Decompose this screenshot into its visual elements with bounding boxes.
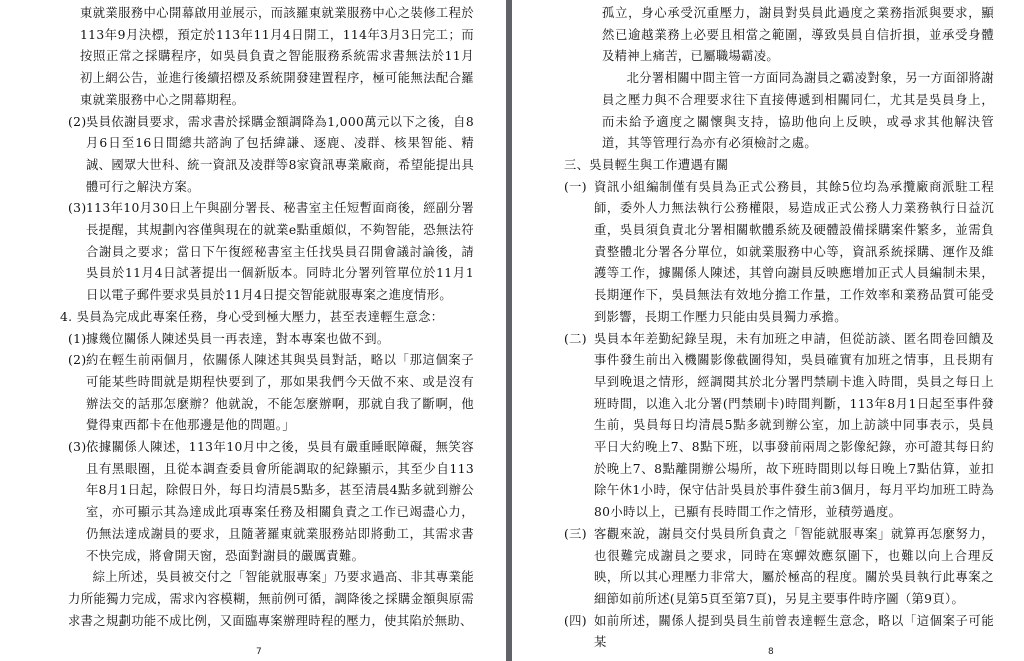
list-marker: (3) bbox=[68, 440, 87, 455]
page-number: 8 bbox=[768, 647, 774, 657]
list-item bbox=[564, 524, 994, 611]
page-number: 7 bbox=[256, 647, 262, 657]
continued-paragraph: 東就業服務中心開幕啟用並展示，而該羅東就業服務中心之裝修工程於113年9月決標，預定於113年11月4日開工，114年3月3日完工；而按照正常之採購程序，如吳員負責之智能服務系統需求書無法於11月初上網公告，並進行後續招標及系統開發建置程序，極可能無法配合羅東就業服務中心之開幕期程。 bbox=[80, 6, 474, 107]
list-item bbox=[68, 112, 474, 199]
summary-paragraph: 綜上所述，吳員被交付之「智能就服專案」乃要求過高、非其專業能力所能獨力完成，需求內容模糊，無前例可循，調降後之採購金額與原需求書之規劃功能不成比例，又面臨專案辦理時程的壓力，使其陷於無助、 bbox=[68, 570, 474, 628]
list-item bbox=[564, 329, 994, 524]
section-heading: 4. 吳員為完成此專案任務，身心受到極大壓力，甚至表達輕生意念： bbox=[60, 309, 444, 324]
list-marker: (2) bbox=[68, 353, 87, 368]
list-marker: (三) bbox=[564, 526, 587, 541]
list-marker: (二) bbox=[564, 331, 587, 346]
paragraph: 北分署相關中間主管一方面同為謝員之霸凌對象，另一方面卻將謝員之壓力與不合理要求往下直接傳遞到相關同仁，尤其是吳員身上，而未給予適度之關懷與支持，協助他向上反映，或尋求其他解決管道，其等管理行為亦有必須檢討之處。 bbox=[602, 71, 994, 151]
list-marker: (1) bbox=[68, 331, 87, 346]
list-item-text: 吳員本年差勤紀錄呈現，未有加班之申請，但從訪談、匿名問卷回饋及事件發生前出入機關影像截圖得知，吳員確實有加班之情事，且長期有早到晚退之情形，經調閱其於北分署門禁刷卡進入時間，吳員之每日上班時間，以進入北分署(門禁刷卡)時間判斷，113年8月1日起至事件發生前，吳員每日均清晨5點多就到辦公室，加上訪談中同事表示，吳員平日大約晚上7、8點下班，以事發前兩周之影像紀錄，亦可證其每日約於晚上7、8點離開辦公場所，故下班時間則以每日晚上7點估算，並扣除午休1小時，保守估計吳員於事件發生前3個月，每月平均加班工時為80小時以上，已顯有長時間工作之情形，並積勞過度。 bbox=[594, 331, 994, 520]
list-item bbox=[564, 611, 994, 654]
list-item-text: 依據關係人陳述，113年10月中之後，吳員有嚴重睡眠障礙，無笑容且有黑眼圈，且從本調查委員會所能調取的紀錄顯示，其至少自113年8月1日起，除假日外，每日均清晨5點多，甚至清晨4點多就到辦公室，亦可顯示其為達成此項專案任務及相關負責之工作已竭盡心力，仍無法達成謝員的要求，且隨著羅東就業服務站即將動工，其需求書不快完成，將會開天窗，恐面對謝員的嚴厲責難。 bbox=[86, 440, 474, 563]
list-item bbox=[68, 329, 474, 351]
section-heading: 三、吳員輕生與工作遭遇有關 bbox=[564, 157, 729, 172]
list-item bbox=[564, 177, 994, 329]
list-marker: (四) bbox=[564, 613, 587, 628]
list-item-text: 吳員依謝員要求，需求書於採購金額調降為1,000萬元以下之後，自8月6日至16日間總共諮詢了包括緯謙、逐鹿、凌群、核果智能、精誠、國眾大世科、統一資訊及凌群等8家資訊專業廠商，希望能提出具體可行之解決方案。 bbox=[86, 114, 474, 194]
continued-paragraph: 孤立，身心承受沉重壓力，謝員對吳員此過度之業務指派與要求，顯然已逾越業務上必要且相當之範圍，導致吳員自信折損，並承受身體及精神上痛苦，已屬職場霸凌。 bbox=[602, 6, 994, 64]
document-page-8 bbox=[512, 0, 1024, 661]
list-item-text: 如前所述，關係人提到吳員生前曾表達輕生意念，略以「這個案子可能某 bbox=[594, 613, 994, 650]
list-marker: (2) bbox=[68, 114, 87, 129]
list-item bbox=[68, 437, 474, 567]
list-marker: (3) bbox=[68, 201, 87, 216]
list-marker: (一) bbox=[564, 179, 587, 194]
list-item bbox=[68, 350, 474, 437]
list-item bbox=[68, 198, 474, 307]
list-item-text: 客觀來說，謝員交付吳員所負責之「智能就服專案」就算再怎麼努力，也很難完成謝員之要求，同時在寒蟬效應氛圍下，也難以向上合理反映，所以其心理壓力非常大，屬於極高的程度。關於吳員執行此專案之細節如前所述(見第5頁至第7頁)，另見主要事件時序圖（第9頁）。 bbox=[594, 526, 994, 606]
list-item-text: 據幾位關係人陳述吳員一再表達，對本專案也做不到。 bbox=[86, 331, 390, 346]
document-page-7 bbox=[0, 0, 506, 661]
list-item-text: 113年10月30日上午與副分署長、秘書室主任短暫面商後，經副分署長提醒，其規劃內容僅與現在的就業e點重頗似，不夠智能，恐無法符合謝員之要求；當日下午復經秘書室主任找吳員召開會議討論後，請吳員於11月4日試著提出一個新版本。同時北分署列管單位於11月1日以電子郵件要求吳員於11月4日提交智能就服專案之進度情形。 bbox=[86, 201, 474, 303]
list-item-text: 約在輕生前兩個月，依關係人陳述其與吳員對話，略以「那這個案子可能某些時間就是期程快要到了，那如果我們今天做不來、或是沒有辦法交的話那怎麼辦？他就說，不能怎麼辦啊，那就自我了斷啊，他覺得東西都卡在他那邊是他的問題。」 bbox=[86, 353, 474, 433]
list-item-text: 資訊小組編制僅有吳員為正式公務員，其餘5位均為承攬廠商派駐工程師，委外人力無法執行公務權限，易造成正式公務人力業務執行日益沉重，吳員須負責北分署相關軟體系統及硬體設備採購案件繁多，並需負責整體北分署各分單位，如就業服務中心等，資訊系統採購、運作及維護等工作，據關係人陳述，其曾向謝員反映應增加正式人員編制未果，長期運作下，吳員無法有效地分擔工作量，工作效率和業務品質可能受到影響，長期工作壓力只能由吳員獨力承擔。 bbox=[594, 179, 994, 324]
